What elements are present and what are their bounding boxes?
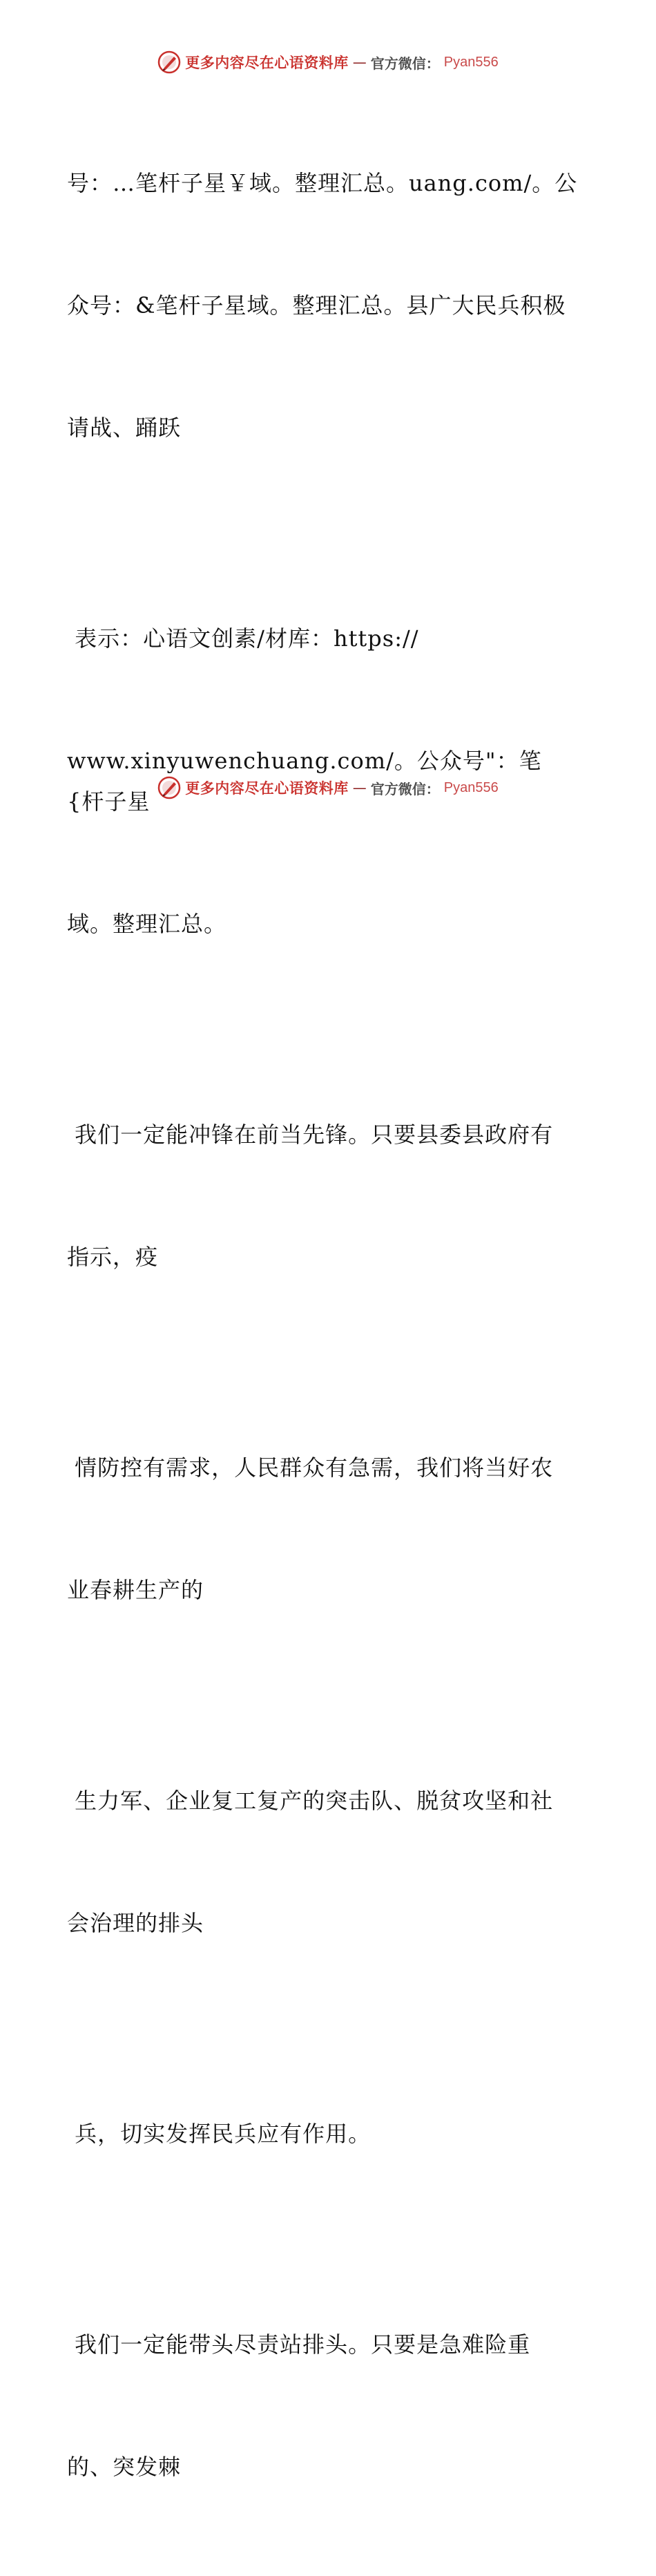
text-line: 域。整理汇总。 — [67, 911, 227, 937]
text-line: 号：…笔杆子星￥域。整理汇总。uang.com/。公 — [67, 170, 578, 196]
paragraph — [67, 1033, 578, 1359]
paragraph — [67, 2032, 578, 2236]
brand-text: 更多内容尽在心语资料库 — [185, 54, 349, 71]
text-line: 生力军、企业复工复产的突击队、脱贫攻坚和社 — [67, 1788, 554, 1814]
banner-separator: — — [352, 779, 367, 796]
text-line: 指示，疫 — [67, 1244, 159, 1270]
wechat-label: 官方微信： — [370, 780, 440, 797]
text-line: 业春耕生产的 — [67, 1577, 204, 1603]
text-line: 我们一定能带头尽责站排头。只要是急难险重 — [67, 2331, 531, 2358]
footer-banner — [0, 774, 656, 802]
text-line: 表示：心语文创素/材库：https:// — [67, 625, 419, 652]
text-line: 的、突发棘 — [67, 2454, 182, 2480]
text-line: 兵，切实发挥民兵应有作用。 — [67, 2121, 372, 2147]
paragraph — [67, 82, 578, 530]
wechat-account: Pyan556 — [443, 54, 499, 70]
document-body — [67, 82, 578, 2576]
wechat-account: Pyan556 — [443, 779, 499, 795]
banner-separator: — — [352, 54, 367, 70]
text-line: www.xinyuwenchuang.com/。公众号"：笔{杆子星 — [67, 748, 542, 815]
header-banner — [0, 48, 656, 76]
text-line: 我们一定能冲锋在前当先锋。只要县委县政府有 — [67, 1121, 554, 1148]
pen-logo-icon — [157, 776, 181, 799]
paragraph — [67, 1699, 578, 2025]
paragraph — [67, 2243, 578, 2569]
brand-text: 更多内容尽在心语资料库 — [185, 779, 349, 797]
paragraph — [67, 1366, 578, 1692]
text-line: 请战、踊跃 — [67, 415, 182, 441]
text-line: 情防控有需求，人民群众有急需，我们将当好农 — [67, 1455, 554, 1481]
text-line: 会治理的排头 — [67, 1910, 204, 1936]
text-line: 众号：&笔杆子星域。整理汇总。县广大民兵积极 — [67, 292, 566, 319]
wechat-label: 官方微信： — [370, 55, 440, 72]
pen-logo-icon — [157, 50, 181, 74]
